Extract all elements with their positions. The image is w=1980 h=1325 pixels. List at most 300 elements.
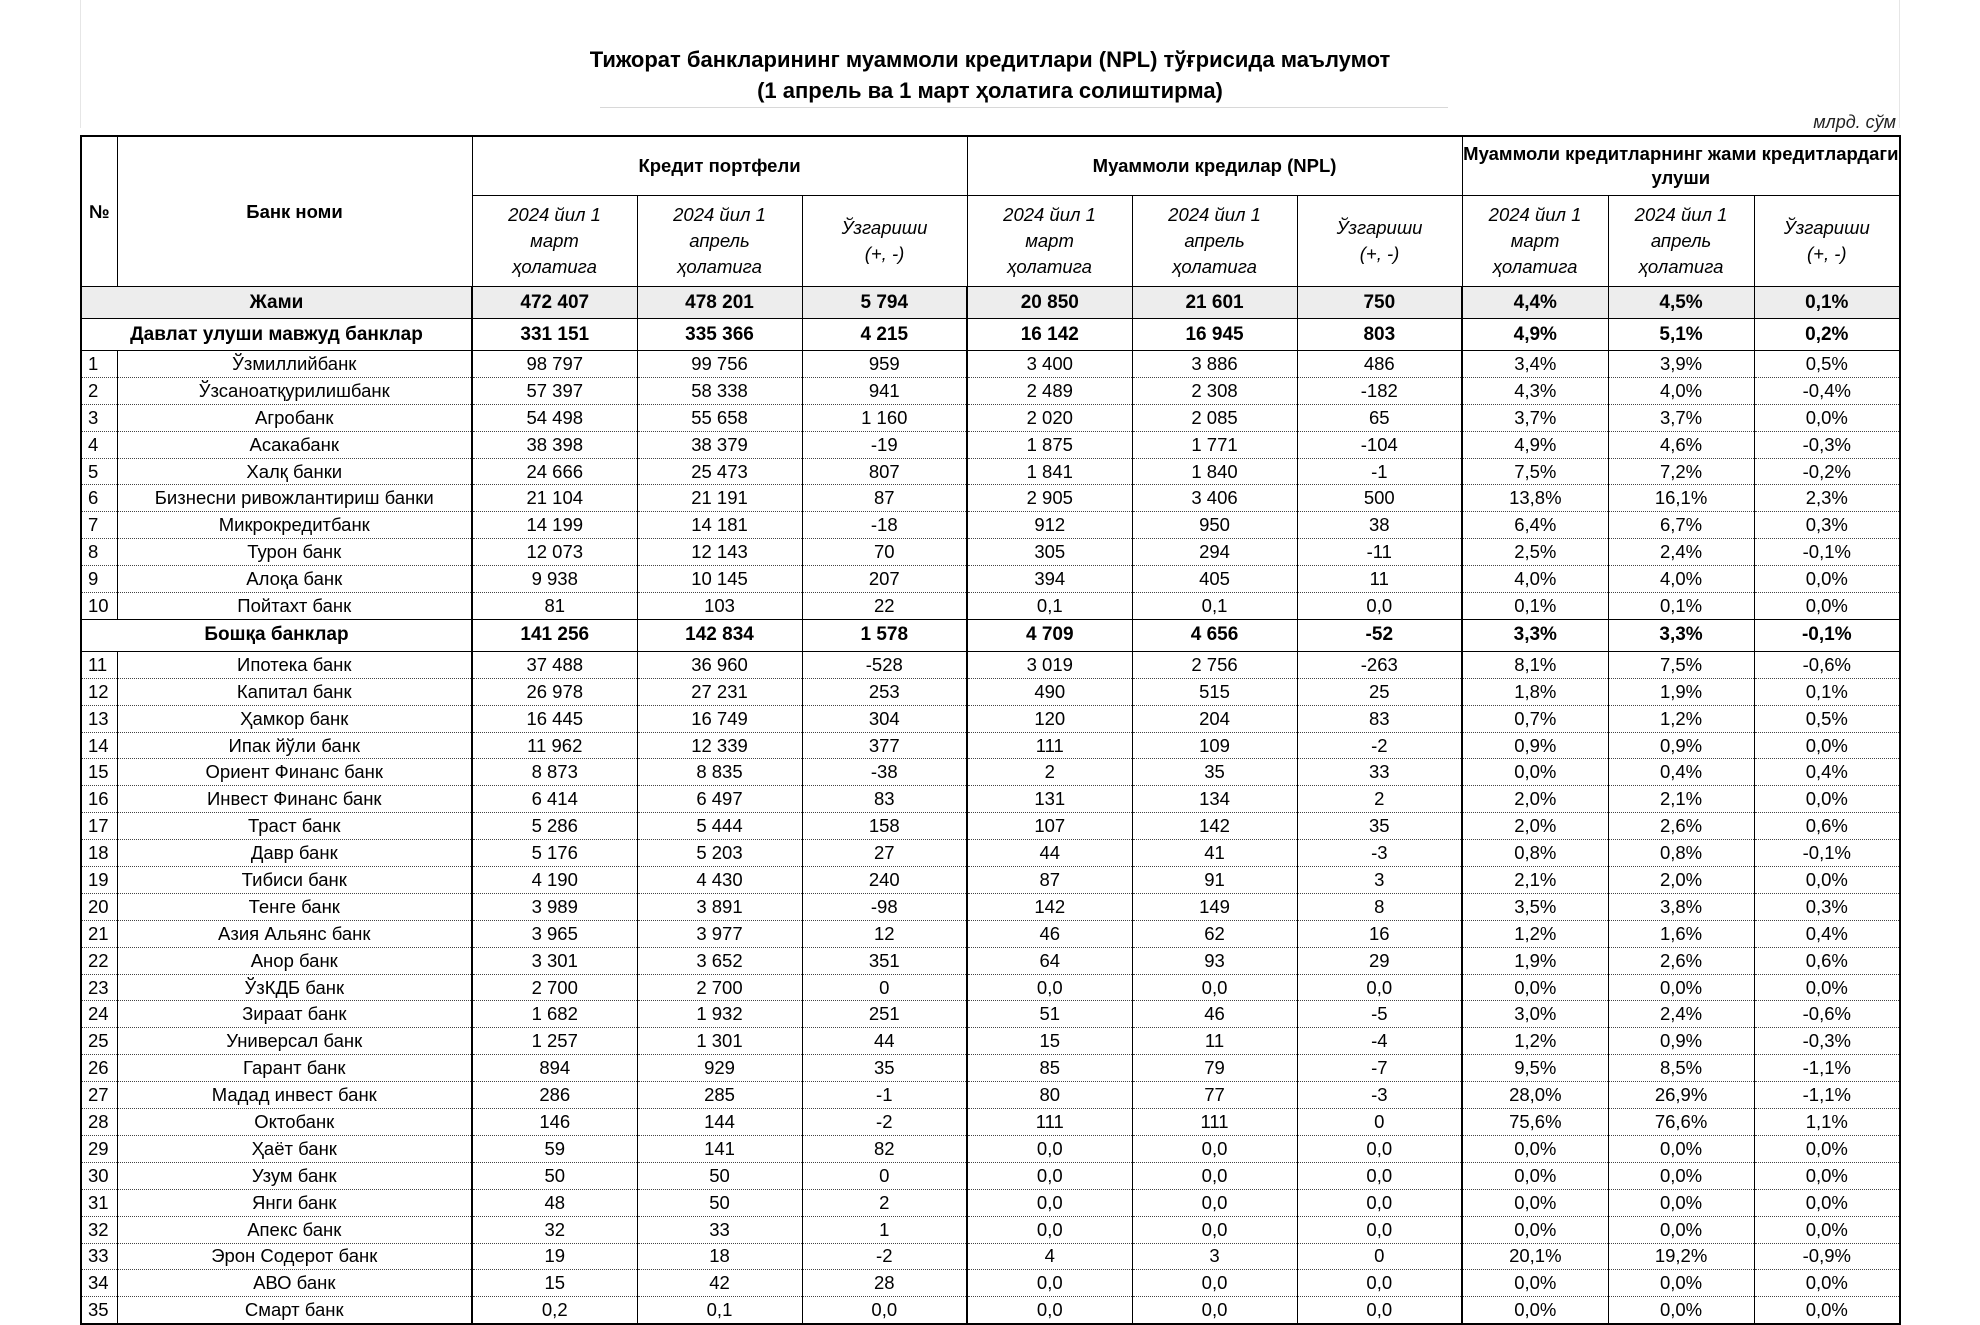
bank-name-cell: Эрон Содерот банк [117, 1243, 472, 1270]
row-number: 23 [81, 974, 117, 1001]
value-cell: 2,5% [1462, 539, 1608, 566]
value-cell: 6 497 [637, 786, 802, 813]
table-row [81, 351, 1900, 378]
title-underline [600, 107, 1448, 108]
value-cell: 6,7% [1608, 512, 1754, 539]
value-cell: 13,8% [1462, 485, 1608, 512]
value-cell: 131 [967, 786, 1132, 813]
value-cell: 1,2% [1608, 705, 1754, 732]
value-cell: 0,3% [1754, 512, 1900, 539]
value-cell: 0 [1297, 1109, 1462, 1136]
value-cell: 4,9% [1462, 319, 1608, 351]
header-group-npl-share: Муаммоли кредитларнинг жами кредитлардаги улуши [1462, 136, 1900, 196]
value-cell: 2 700 [472, 974, 637, 1001]
value-cell: 3 891 [637, 893, 802, 920]
value-cell: 0,0% [1462, 1189, 1608, 1216]
table-row [81, 1055, 1900, 1082]
header-no: № [81, 136, 117, 287]
value-cell: 16 945 [1132, 319, 1297, 351]
value-cell: 0,0% [1754, 1162, 1900, 1189]
value-cell: 25 473 [637, 458, 802, 485]
header-sub-april: 2024 йил 1 апрель ҳолатига [1132, 196, 1297, 287]
table-row [81, 431, 1900, 458]
value-cell: 11 [1132, 1028, 1297, 1055]
value-cell: 253 [802, 678, 967, 705]
value-cell: 3 [1132, 1243, 1297, 1270]
table-row [81, 1162, 1900, 1189]
table-row [81, 1243, 1900, 1270]
value-cell: 16,1% [1608, 485, 1754, 512]
value-cell: 4,4% [1462, 287, 1608, 319]
row-number: 9 [81, 566, 117, 593]
value-cell: 141 256 [472, 619, 637, 651]
bank-name-cell: Микрокредитбанк [117, 512, 472, 539]
value-cell: 3,0% [1462, 1001, 1608, 1028]
value-cell: 3,7% [1608, 404, 1754, 431]
value-cell: 0,0% [1754, 732, 1900, 759]
value-cell: -104 [1297, 431, 1462, 458]
value-cell: -0,1% [1754, 619, 1900, 651]
value-cell: 3 301 [472, 947, 637, 974]
value-cell: 8 873 [472, 759, 637, 786]
bank-name-cell: Ҳамкор банк [117, 705, 472, 732]
value-cell: 0,8% [1462, 840, 1608, 867]
value-cell: 19,2% [1608, 1243, 1754, 1270]
row-number: 26 [81, 1055, 117, 1082]
value-cell: 4,0% [1608, 377, 1754, 404]
value-cell: 12 143 [637, 539, 802, 566]
value-cell: 0,1 [637, 1297, 802, 1324]
value-cell: 5 203 [637, 840, 802, 867]
value-cell: 3 977 [637, 920, 802, 947]
value-cell: 37 488 [472, 651, 637, 678]
value-cell: -0,1% [1754, 539, 1900, 566]
table-row [81, 1270, 1900, 1297]
table-row [81, 485, 1900, 512]
value-cell: 36 960 [637, 651, 802, 678]
value-cell: 4,9% [1462, 431, 1608, 458]
value-cell: 478 201 [637, 287, 802, 319]
value-cell: 44 [967, 840, 1132, 867]
value-cell: 55 658 [637, 404, 802, 431]
value-cell: 2,4% [1608, 1001, 1754, 1028]
value-cell: 4,0% [1462, 566, 1608, 593]
value-cell: 1 [802, 1216, 967, 1243]
value-cell: 20,1% [1462, 1243, 1608, 1270]
value-cell: 0,0% [1754, 974, 1900, 1001]
value-cell: 0,0% [1754, 1135, 1900, 1162]
value-cell: 25 [1297, 678, 1462, 705]
value-cell: 0,0 [967, 1297, 1132, 1324]
value-cell: 16 [1297, 920, 1462, 947]
value-cell: 2,4% [1608, 539, 1754, 566]
value-cell: 35 [1132, 759, 1297, 786]
value-cell: 33 [637, 1216, 802, 1243]
value-cell: 16 142 [967, 319, 1132, 351]
value-cell: 950 [1132, 512, 1297, 539]
value-cell: -5 [1297, 1001, 1462, 1028]
value-cell: 2 905 [967, 485, 1132, 512]
value-cell: 149 [1132, 893, 1297, 920]
value-cell: 0 [802, 974, 967, 1001]
value-cell: 1 578 [802, 619, 967, 651]
table-row [81, 893, 1900, 920]
value-cell: 2 [967, 759, 1132, 786]
value-cell: 28,0% [1462, 1082, 1608, 1109]
value-cell: 0,0% [1754, 404, 1900, 431]
value-cell: 7,5% [1462, 458, 1608, 485]
value-cell: 98 797 [472, 351, 637, 378]
header-sub-march: 2024 йил 1 март ҳолатига [472, 196, 637, 287]
value-cell: 1 682 [472, 1001, 637, 1028]
value-cell: 0,0 [1132, 1162, 1297, 1189]
table-row [81, 1216, 1900, 1243]
table-row [81, 512, 1900, 539]
value-cell: 59 [472, 1135, 637, 1162]
bank-name-cell: Ўзмиллийбанк [117, 351, 472, 378]
value-cell: 38 [1297, 512, 1462, 539]
value-cell: 0,0% [1754, 1297, 1900, 1324]
value-cell: 1 841 [967, 458, 1132, 485]
value-cell: 0,1% [1754, 678, 1900, 705]
value-cell: 1 160 [802, 404, 967, 431]
value-cell: 3 652 [637, 947, 802, 974]
value-cell: 142 834 [637, 619, 802, 651]
value-cell: 2,6% [1608, 947, 1754, 974]
value-cell: 0,0% [1754, 593, 1900, 620]
bank-name-cell: Инвест Финанс банк [117, 786, 472, 813]
document-title [0, 44, 1980, 106]
value-cell: 0 [802, 1162, 967, 1189]
value-cell: 4 215 [802, 319, 967, 351]
value-cell: 2,0% [1462, 813, 1608, 840]
value-cell: 82 [802, 1135, 967, 1162]
value-cell: 1,2% [1462, 920, 1608, 947]
value-cell: 0,0% [1608, 974, 1754, 1001]
row-number: 8 [81, 539, 117, 566]
table-row [81, 566, 1900, 593]
value-cell: 1 301 [637, 1028, 802, 1055]
row-number: 4 [81, 431, 117, 458]
header-sub-march: 2024 йил 1 март ҳолатига [1462, 196, 1608, 287]
value-cell: 1 932 [637, 1001, 802, 1028]
value-cell: 285 [637, 1082, 802, 1109]
value-cell: 7,5% [1608, 651, 1754, 678]
value-cell: 50 [637, 1162, 802, 1189]
bank-name-cell: Ориент Финанс банк [117, 759, 472, 786]
value-cell: 58 338 [637, 377, 802, 404]
value-cell: 93 [1132, 947, 1297, 974]
value-cell: 2,0% [1462, 786, 1608, 813]
value-cell: 0,0 [967, 1135, 1132, 1162]
value-cell: 0,1 [1132, 593, 1297, 620]
value-cell: 0,0% [1754, 566, 1900, 593]
value-cell: 27 231 [637, 678, 802, 705]
value-cell: 19 [472, 1243, 637, 1270]
value-cell: 4,5% [1608, 287, 1754, 319]
value-cell: 4,3% [1462, 377, 1608, 404]
row-number: 30 [81, 1162, 117, 1189]
table-row [81, 678, 1900, 705]
bank-name-cell: Янги банк [117, 1189, 472, 1216]
value-cell: 111 [967, 1109, 1132, 1136]
value-cell: 7,2% [1608, 458, 1754, 485]
value-cell: -1 [802, 1082, 967, 1109]
table-header [81, 136, 1900, 287]
value-cell: 3,9% [1608, 351, 1754, 378]
npl-table [80, 135, 1901, 1325]
table-row [81, 1001, 1900, 1028]
value-cell: 29 [1297, 947, 1462, 974]
value-cell: 81 [472, 593, 637, 620]
row-number: 34 [81, 1270, 117, 1297]
value-cell: 331 151 [472, 319, 637, 351]
value-cell: 12 [802, 920, 967, 947]
value-cell: 515 [1132, 678, 1297, 705]
value-cell: -0,3% [1754, 431, 1900, 458]
header-sub-change: Ўзгариши (+, -) [1297, 196, 1462, 287]
value-cell: 2,0% [1608, 867, 1754, 894]
table-row [81, 840, 1900, 867]
value-cell: 912 [967, 512, 1132, 539]
value-cell: 3 965 [472, 920, 637, 947]
value-cell: 158 [802, 813, 967, 840]
row-number: 1 [81, 351, 117, 378]
value-cell: 3 406 [1132, 485, 1297, 512]
state-banks-subtotal-row [81, 319, 1900, 351]
total-row-label: Жами [81, 287, 472, 319]
value-cell: 6 414 [472, 786, 637, 813]
value-cell: 4 430 [637, 867, 802, 894]
value-cell: 26,9% [1608, 1082, 1754, 1109]
bank-name-cell: Мадад инвест банк [117, 1082, 472, 1109]
bank-name-cell: Ипотека банк [117, 651, 472, 678]
value-cell: 1,1% [1754, 1109, 1900, 1136]
bank-name-cell: Капитал банк [117, 678, 472, 705]
value-cell: 3,3% [1608, 619, 1754, 651]
value-cell: 41 [1132, 840, 1297, 867]
bank-name-cell: Узум банк [117, 1162, 472, 1189]
table-row [81, 1082, 1900, 1109]
value-cell: 304 [802, 705, 967, 732]
bank-name-cell: Апекс банк [117, 1216, 472, 1243]
value-cell: 35 [802, 1055, 967, 1082]
table-row [81, 1109, 1900, 1136]
bank-name-cell: Пойтахт банк [117, 593, 472, 620]
value-cell: 48 [472, 1189, 637, 1216]
value-cell: 377 [802, 732, 967, 759]
row-number: 28 [81, 1109, 117, 1136]
value-cell: 46 [1132, 1001, 1297, 1028]
table-row [81, 759, 1900, 786]
table-row [81, 732, 1900, 759]
bank-name-cell: Гарант банк [117, 1055, 472, 1082]
value-cell: 2 756 [1132, 651, 1297, 678]
value-cell: 0,0% [1608, 1162, 1754, 1189]
value-cell: 28 [802, 1270, 967, 1297]
table-row [81, 539, 1900, 566]
value-cell: 0,0% [1608, 1270, 1754, 1297]
value-cell: 0,0% [1462, 1216, 1608, 1243]
value-cell: 2 085 [1132, 404, 1297, 431]
value-cell: 21 601 [1132, 287, 1297, 319]
bank-name-cell: Агробанк [117, 404, 472, 431]
value-cell: 6,4% [1462, 512, 1608, 539]
value-cell: -3 [1297, 1082, 1462, 1109]
table-row [81, 651, 1900, 678]
value-cell: 146 [472, 1109, 637, 1136]
value-cell: 3,5% [1462, 893, 1608, 920]
value-cell: 26 978 [472, 678, 637, 705]
value-cell: 50 [472, 1162, 637, 1189]
value-cell: 9 938 [472, 566, 637, 593]
value-cell: 50 [637, 1189, 802, 1216]
value-cell: 0,0 [802, 1297, 967, 1324]
value-cell: 0,4% [1608, 759, 1754, 786]
bank-name-cell: Халқ банки [117, 458, 472, 485]
value-cell: 14 199 [472, 512, 637, 539]
value-cell: 0,0 [1132, 1216, 1297, 1243]
value-cell: 0,1% [1754, 287, 1900, 319]
value-cell: 11 [1297, 566, 1462, 593]
row-number: 10 [81, 593, 117, 620]
value-cell: 83 [802, 786, 967, 813]
value-cell: -19 [802, 431, 967, 458]
bank-name-cell: Ипак йўли банк [117, 732, 472, 759]
value-cell: 12 073 [472, 539, 637, 566]
value-cell: 15 [967, 1028, 1132, 1055]
value-cell: 0,0 [1297, 593, 1462, 620]
value-cell: 38 379 [637, 431, 802, 458]
value-cell: 142 [1132, 813, 1297, 840]
bank-name-cell: Азия Альянс банк [117, 920, 472, 947]
value-cell: -4 [1297, 1028, 1462, 1055]
value-cell: 0,0% [1754, 786, 1900, 813]
value-cell: 99 756 [637, 351, 802, 378]
value-cell: 0,9% [1608, 1028, 1754, 1055]
value-cell: 107 [967, 813, 1132, 840]
row-number: 2 [81, 377, 117, 404]
table-row [81, 1028, 1900, 1055]
bank-name-cell: Тибиси банк [117, 867, 472, 894]
value-cell: 0,4% [1754, 759, 1900, 786]
value-cell: 5 794 [802, 287, 967, 319]
table-row [81, 458, 1900, 485]
header-sub-april: 2024 йил 1 апрель ҳолатига [637, 196, 802, 287]
value-cell: 12 339 [637, 732, 802, 759]
value-cell: 0,9% [1608, 732, 1754, 759]
value-cell: 0,1 [967, 593, 1132, 620]
bank-name-cell: Давр банк [117, 840, 472, 867]
value-cell: 1,8% [1462, 678, 1608, 705]
value-cell: -2 [802, 1243, 967, 1270]
header-sub-march: 2024 йил 1 март ҳолатига [967, 196, 1132, 287]
value-cell: 0,4% [1754, 920, 1900, 947]
value-cell: 2,3% [1754, 485, 1900, 512]
bank-name-cell: Универсал банк [117, 1028, 472, 1055]
value-cell: 77 [1132, 1082, 1297, 1109]
row-number: 32 [81, 1216, 117, 1243]
table-row [81, 404, 1900, 431]
value-cell: 394 [967, 566, 1132, 593]
row-number: 16 [81, 786, 117, 813]
value-cell: -0,9% [1754, 1243, 1900, 1270]
value-cell: 38 398 [472, 431, 637, 458]
value-cell: 24 666 [472, 458, 637, 485]
value-cell: 21 104 [472, 485, 637, 512]
value-cell: 3 [1297, 867, 1462, 894]
bank-name-cell: Тенге банк [117, 893, 472, 920]
value-cell: 2 700 [637, 974, 802, 1001]
row-number: 25 [81, 1028, 117, 1055]
value-cell: -38 [802, 759, 967, 786]
row-number: 20 [81, 893, 117, 920]
row-number: 33 [81, 1243, 117, 1270]
value-cell: -0,1% [1754, 840, 1900, 867]
value-cell: 1,9% [1608, 678, 1754, 705]
value-cell: 0,0% [1462, 1135, 1608, 1162]
value-cell: 0,0 [1132, 1297, 1297, 1324]
value-cell: 0,5% [1754, 351, 1900, 378]
title-line-2: (1 апрель ва 1 март ҳолатига солиштирма) [757, 78, 1223, 103]
row-number: 22 [81, 947, 117, 974]
value-cell: 0,9% [1462, 732, 1608, 759]
value-cell: 4 656 [1132, 619, 1297, 651]
value-cell: 0,0% [1754, 1270, 1900, 1297]
row-number: 27 [81, 1082, 117, 1109]
value-cell: 0,0% [1608, 1297, 1754, 1324]
table-row [81, 1297, 1900, 1324]
value-cell: 16 445 [472, 705, 637, 732]
value-cell: 8 [1297, 893, 1462, 920]
row-number: 17 [81, 813, 117, 840]
value-cell: 251 [802, 1001, 967, 1028]
bank-name-cell: Октобанк [117, 1109, 472, 1136]
bank-name-cell: Смарт банк [117, 1297, 472, 1324]
value-cell: 35 [1297, 813, 1462, 840]
value-cell: 0,0 [1297, 1270, 1462, 1297]
value-cell: -0,3% [1754, 1028, 1900, 1055]
bank-name-cell: Асакабанк [117, 431, 472, 458]
value-cell: 4,0% [1608, 566, 1754, 593]
table-row [81, 1135, 1900, 1162]
value-cell: 44 [802, 1028, 967, 1055]
value-cell: 2 020 [967, 404, 1132, 431]
value-cell: 0,5% [1754, 705, 1900, 732]
value-cell: 0,3% [1754, 893, 1900, 920]
value-cell: 0,0% [1608, 1189, 1754, 1216]
value-cell: 294 [1132, 539, 1297, 566]
value-cell: 54 498 [472, 404, 637, 431]
value-cell: 0,0% [1462, 1270, 1608, 1297]
value-cell: 1,9% [1462, 947, 1608, 974]
row-number: 6 [81, 485, 117, 512]
value-cell: 2,1% [1608, 786, 1754, 813]
row-number: 11 [81, 651, 117, 678]
value-cell: 3 400 [967, 351, 1132, 378]
table-row [81, 974, 1900, 1001]
table-row [81, 377, 1900, 404]
value-cell: 0 [1297, 1243, 1462, 1270]
value-cell: 0,0 [1132, 1270, 1297, 1297]
value-cell: 0,0 [1297, 1135, 1462, 1162]
value-cell: 32 [472, 1216, 637, 1243]
other-banks-subtotal-row [81, 619, 1900, 651]
value-cell: 64 [967, 947, 1132, 974]
value-cell: 2 308 [1132, 377, 1297, 404]
value-cell: 111 [1132, 1109, 1297, 1136]
value-cell: 0,0 [1132, 1135, 1297, 1162]
